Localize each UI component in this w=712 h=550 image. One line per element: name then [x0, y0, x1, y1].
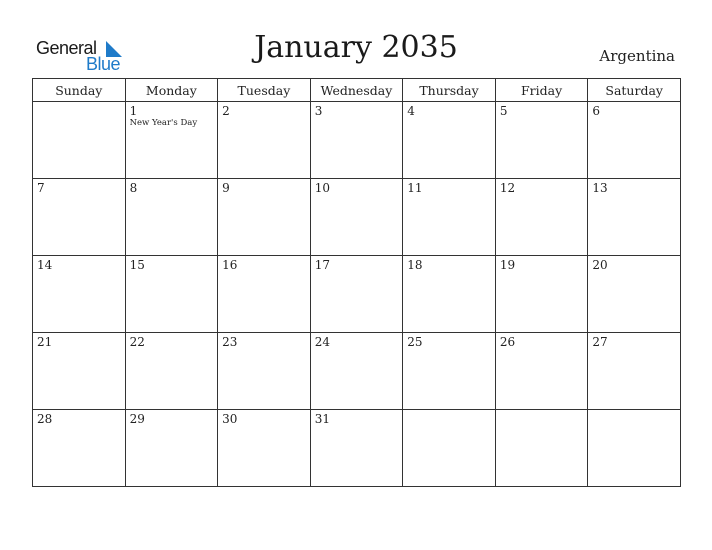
day-cell: [125, 102, 218, 179]
page-title: January 2035: [254, 30, 458, 65]
day-cell: [33, 256, 126, 333]
week-row: [33, 179, 681, 256]
day-cell: [495, 256, 588, 333]
day-cell: [310, 179, 403, 256]
day-number: 19: [499, 258, 516, 272]
day-cell: [218, 256, 311, 333]
holiday-label: New Year's Day: [129, 118, 198, 128]
day-number: 13: [592, 181, 608, 195]
day-number: 11: [407, 181, 423, 195]
day-number: 10: [314, 181, 330, 195]
day-number: 20: [592, 258, 608, 272]
weekday-header: Saturday: [588, 79, 681, 102]
calendar-grid: [32, 78, 681, 487]
day-cell: [403, 179, 496, 256]
day-cell: [125, 410, 218, 487]
day-cell: [588, 179, 681, 256]
day-number: 31: [314, 412, 330, 426]
day-number: 1: [129, 104, 138, 118]
week-row: [33, 410, 681, 487]
day-number: 21: [37, 335, 53, 349]
day-cell: [125, 333, 218, 410]
day-cell: [310, 102, 403, 179]
day-number: 15: [129, 258, 145, 272]
weekday-header: Tuesday: [218, 79, 311, 102]
day-cell: [495, 333, 588, 410]
logo-word-blue: Blue: [86, 54, 121, 74]
day-number: 7: [37, 181, 45, 195]
day-number: 9: [222, 181, 230, 195]
day-cell: [218, 410, 311, 487]
day-cell: [33, 410, 126, 487]
day-number: 24: [314, 335, 330, 349]
day-cell: [125, 256, 218, 333]
day-number: 22: [129, 335, 145, 349]
day-cell: [33, 179, 126, 256]
day-cell: [403, 333, 496, 410]
weekday-header: Friday: [495, 79, 588, 102]
day-cell: [403, 102, 496, 179]
day-cell: [125, 179, 218, 256]
weekday-header: Sunday: [33, 79, 126, 102]
day-number: 27: [592, 335, 608, 349]
day-cell: [495, 179, 588, 256]
day-cell: [588, 410, 681, 487]
day-number: 4: [407, 104, 415, 118]
day-number: 17: [314, 258, 330, 272]
day-cell: [403, 256, 496, 333]
day-cell: [218, 102, 311, 179]
week-row: [33, 333, 681, 410]
weekday-header: Thursday: [403, 79, 496, 102]
weekday-header: Wednesday: [310, 79, 403, 102]
day-cell: [495, 410, 588, 487]
day-cell: [310, 333, 403, 410]
day-number: 8: [129, 181, 138, 195]
day-number: 18: [407, 258, 423, 272]
day-cell: [218, 179, 311, 256]
week-row: [33, 102, 681, 179]
day-number: 26: [499, 335, 516, 349]
day-cell: [403, 410, 496, 487]
day-number: 2: [222, 104, 230, 118]
day-cell: [33, 333, 126, 410]
weekday-header-row: [33, 79, 681, 102]
day-number: 5: [499, 104, 508, 118]
day-cell: [218, 333, 311, 410]
day-number: 12: [499, 181, 516, 195]
day-cell: [33, 102, 126, 179]
week-row: [33, 256, 681, 333]
country-label: Argentina: [599, 47, 675, 65]
day-number: 16: [222, 258, 238, 272]
day-cell: [588, 102, 681, 179]
day-number: 29: [129, 412, 145, 426]
day-cell: [310, 256, 403, 333]
day-number: 30: [222, 412, 238, 426]
day-cell: [588, 256, 681, 333]
day-number: 23: [222, 335, 238, 349]
day-number: 3: [314, 104, 323, 118]
weekday-header: Monday: [125, 79, 218, 102]
day-number: 6: [592, 104, 601, 118]
day-cell: [495, 102, 588, 179]
day-number: 25: [407, 335, 423, 349]
logo-word-general: General: [36, 38, 97, 58]
day-number: 14: [37, 258, 53, 272]
day-number: 28: [37, 412, 53, 426]
day-cell: [588, 333, 681, 410]
day-cell: [310, 410, 403, 487]
